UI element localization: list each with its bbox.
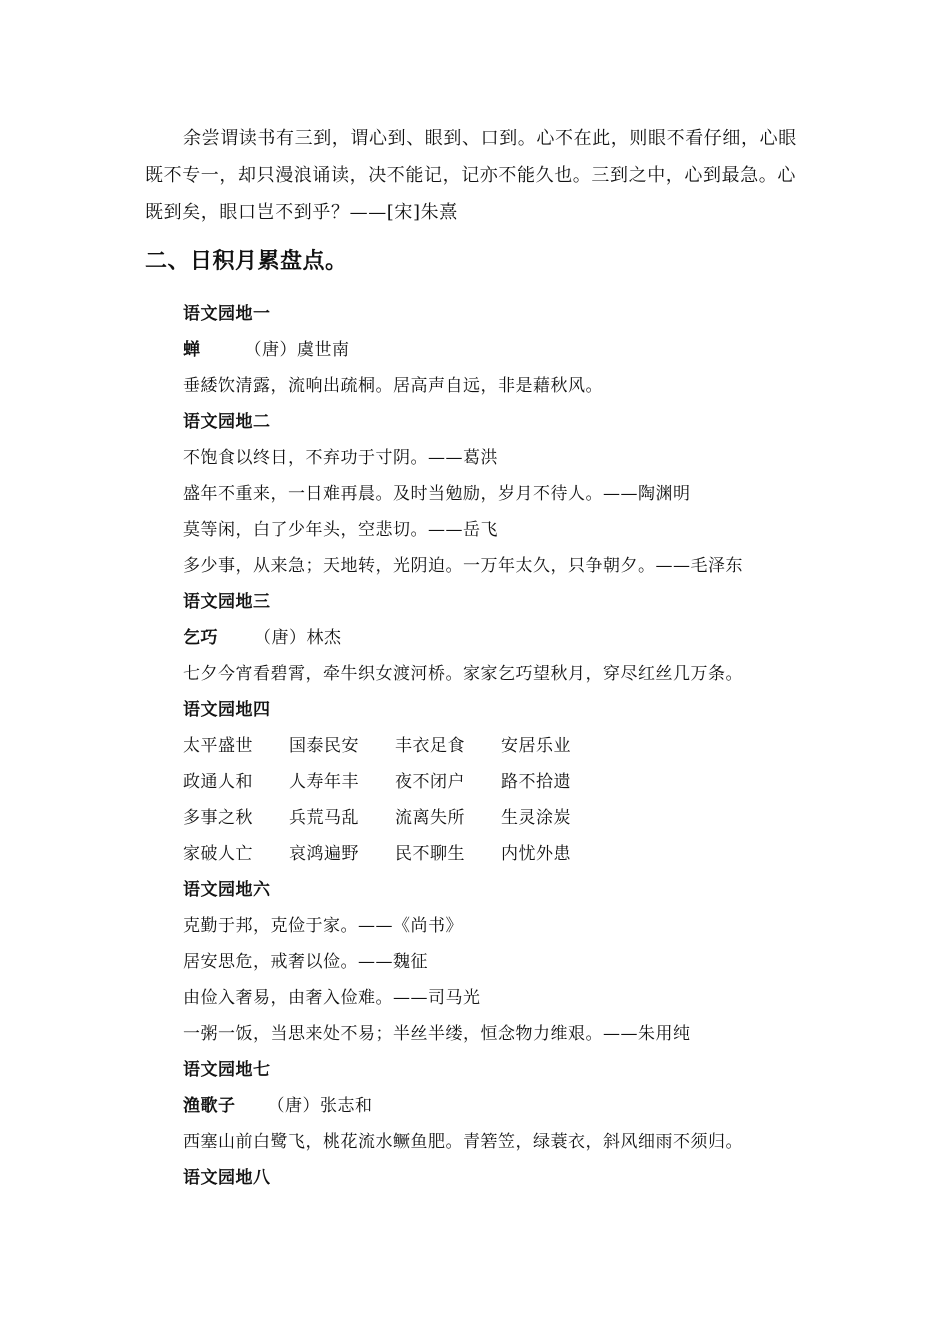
idiom-row bbox=[183, 728, 823, 764]
garden-heading-6: 语文园地六 bbox=[183, 880, 271, 900]
idiom: 多事之秋 bbox=[183, 808, 253, 828]
intro-text: 余尝谓读书有三到，谓心到、眼到、口到。心不在此，则眼不看仔细，心眼既不专一，却只漫浪诵读，决不能记，记亦不能久也。三到之中，心到最急。心既到矣，眼口岂不到乎？——[宋]朱熹 bbox=[145, 128, 797, 223]
quote-line: 盛年不重来，一日难再晨。及时当勉励，岁月不待人。——陶渊明 bbox=[183, 484, 691, 504]
idiom: 民不聊生 bbox=[395, 844, 465, 864]
idiom: 丰衣足食 bbox=[395, 736, 465, 756]
quote-line: 克勤于邦，克俭于家。——《尚书》 bbox=[183, 916, 463, 936]
quote-line: 多少事，从来急；天地转，光阴迫。一万年太久，只争朝夕。——毛泽东 bbox=[183, 556, 743, 576]
poem-author: （唐）张志和 bbox=[267, 1096, 373, 1116]
poem-text: 西塞山前白鹭飞，桃花流水鳜鱼肥。青箬笠，绿蓑衣，斜风细雨不须归。 bbox=[183, 1132, 743, 1152]
garden-heading-3: 语文园地三 bbox=[183, 592, 271, 612]
idiom: 夜不闭户 bbox=[395, 772, 465, 792]
idiom-row bbox=[183, 764, 823, 800]
intro-paragraph bbox=[145, 120, 805, 231]
idiom: 人寿年丰 bbox=[289, 772, 359, 792]
poem-text: 垂緌饮清露，流响出疏桐。居高声自远，非是藉秋风。 bbox=[183, 376, 603, 396]
garden-heading-1: 语文园地一 bbox=[183, 304, 271, 324]
idiom: 家破人亡 bbox=[183, 844, 253, 864]
quote-line: 不饱食以终日，不弃功于寸阴。——葛洪 bbox=[183, 448, 498, 468]
idiom: 路不拾遗 bbox=[501, 772, 571, 792]
idiom: 国泰民安 bbox=[289, 736, 359, 756]
idiom: 内忧外患 bbox=[501, 844, 571, 864]
idiom: 安居乐业 bbox=[501, 736, 571, 756]
quote-line: 莫等闲，白了少年头，空悲切。——岳飞 bbox=[183, 520, 498, 540]
idiom: 生灵涂炭 bbox=[501, 808, 571, 828]
garden-heading-4: 语文园地四 bbox=[183, 700, 271, 720]
poem-title: 渔歌子 bbox=[183, 1096, 236, 1116]
idiom-row bbox=[183, 836, 823, 872]
idiom-row bbox=[183, 800, 823, 836]
poem-author: （唐）林杰 bbox=[254, 628, 342, 648]
accumulation-list bbox=[183, 296, 823, 1196]
poem-title-line bbox=[183, 620, 823, 656]
poem-text: 七夕今宵看碧霄，牵牛织女渡河桥。家家乞巧望秋月，穿尽红丝几万条。 bbox=[183, 664, 743, 684]
quote-line: 由俭入奢易，由奢入俭难。——司马光 bbox=[183, 988, 481, 1008]
idiom: 流离失所 bbox=[395, 808, 465, 828]
garden-heading-8: 语文园地八 bbox=[183, 1168, 271, 1188]
poem-title-line bbox=[183, 332, 823, 368]
garden-heading-2: 语文园地二 bbox=[183, 412, 271, 432]
idiom: 太平盛世 bbox=[183, 736, 253, 756]
poem-title: 蝉 bbox=[183, 340, 201, 360]
idiom: 政通人和 bbox=[183, 772, 253, 792]
poem-author: （唐）虞世南 bbox=[244, 340, 350, 360]
quote-line: 居安思危，戒奢以俭。——魏征 bbox=[183, 952, 428, 972]
poem-title: 乞巧 bbox=[183, 628, 218, 648]
garden-heading-7: 语文园地七 bbox=[183, 1060, 271, 1080]
quote-line: 一粥一饭，当思来处不易；半丝半缕，恒念物力维艰。——朱用纯 bbox=[183, 1024, 691, 1044]
idiom: 哀鸿遍野 bbox=[289, 844, 359, 864]
section-title: 二、日积月累盘点。 bbox=[145, 249, 348, 274]
poem-title-line bbox=[183, 1088, 823, 1124]
idiom: 兵荒马乱 bbox=[289, 808, 359, 828]
